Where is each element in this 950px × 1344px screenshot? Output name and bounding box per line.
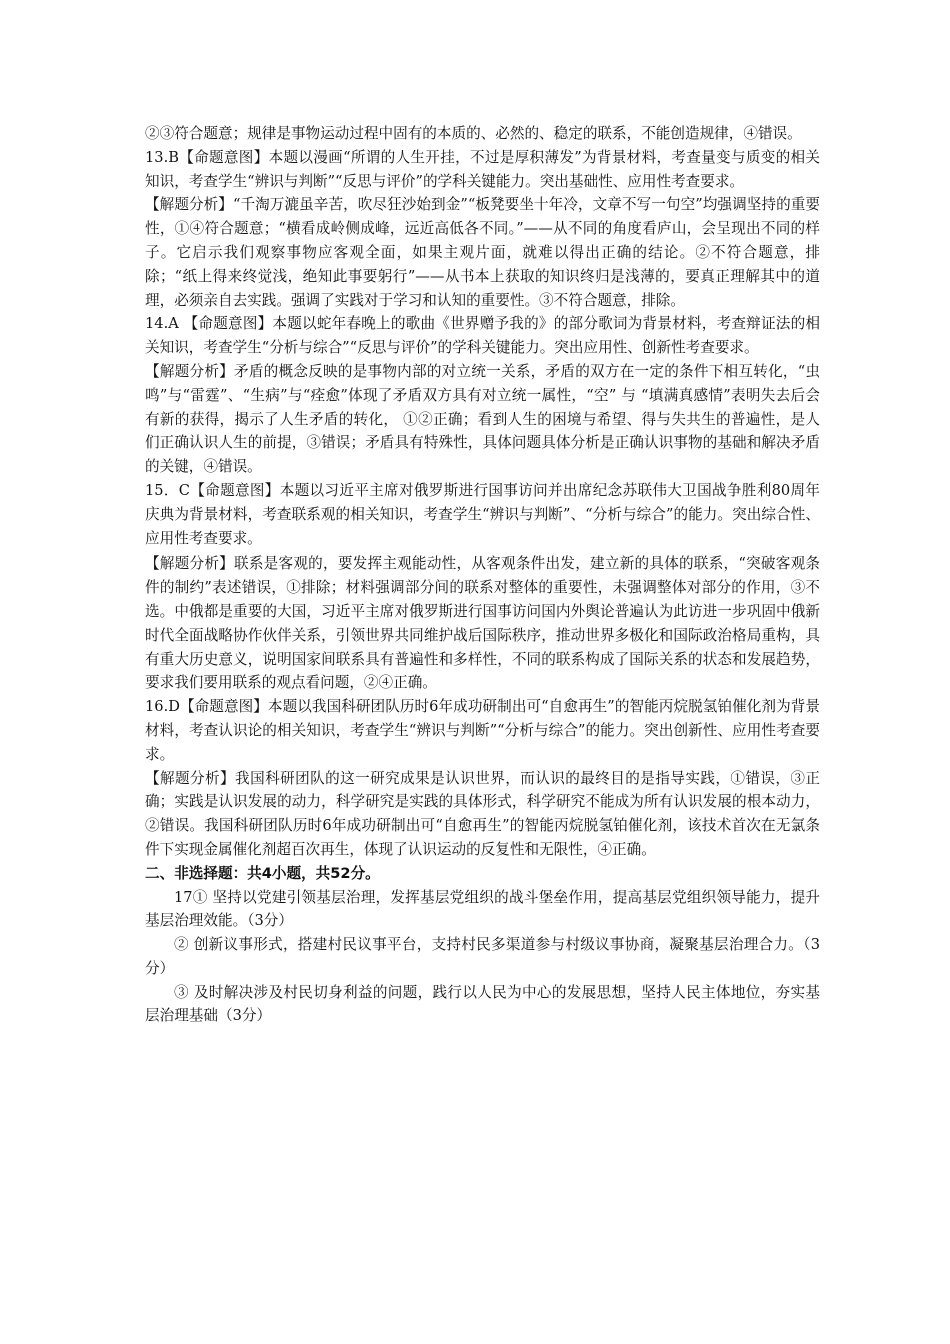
q15-analysis: 【解题分析】联系是客观的，要发挥主观能动性，从客观条件出发，建立新的具体的联系，“突破客观条件的制约”表述错误，①排除；材料强调部分间的联系对整体的重要性，未强调整体对部分的作用，③不选。中俄都是重要的大国，习近平主席对俄罗斯进行国事访问国内外舆论普遍认为此访进一步巩固中俄新时代全面战略协作伙伴关系，引领世界共同维护战后国际秩序，推动世界多极化和国际政治格局重构，具有重大历史意义，说明国家间联系具有普遍性和多样性，不同的联系构成了国际关系的状态和发展趋势，要求我们要用联系的观点看问题，②④正确。 — [145, 555, 820, 692]
q17-answer-2: ② 创新议事形式，搭建村民议事平台，支持村民多渠道参与村级议事协商，凝聚基层治理合力。（3分） — [145, 936, 820, 977]
q13-intent: 13.B【命题意图】本题以漫画“所谓的人生开挂，不过是厚积薄发”为背景材料，考查量变与质变的相关知识，考查学生“辨识与判断”“反思与评价”的学科关键能力。突出基础性、应用性考查要求。 — [145, 148, 820, 190]
q13-analysis: 【解题分析】“千淘万漉虽辛苦，吹尽狂沙始到金”“板凳要坐十年冷，文章不写一句空”均强调坚持的重要性，①④符合题意；“横看成岭侧成峰，远近高低各不同。”——从不同的角度看庐山，会呈现出不同的样子。它启示我们观察事物应客观全面，如果主观片面，就难以得出正确的结论。②不符合题意，排除；“纸上得来终觉浅，绝知此事要躬行”——从书本上获取的知识终归是浅薄的，要真正理解其中的道理，必须亲自去实践。强调了实践对于学习和认知的重要性。③不符合题意，排除。 — [145, 196, 820, 309]
document-page — [145, 122, 820, 1028]
q14-analysis: 【解题分析】矛盾的概念反映的是事物内部的对立统一关系，矛盾的双方在一定的条件下相互转化，“虫鸣”与“雷霆”、“生病”与“痊愈”体现了矛盾双方具有对立统一属性，“空” 与 “填满真感情”表明失去后会有新的获得，揭示了人生矛盾的转化， ①②正确；看到人生的困境与希望、得与失共生的普遍性，是人们正确认识人生的前提，③错误；矛盾具有特殊性，具体问题具体分析是正确认识事物的基础和解决矛盾的关键，④错误。 — [145, 362, 820, 476]
q16-analysis: 【解题分析】我国科研团队的这一研究成果是认识世界，而认识的最终目的是指导实践，①错误，③正确；实践是认识发展的动力，科学研究是实践的具体形式，科学研究不能成为所有认识发展的根本动力，②错误。我国科研团队历时6年成功研制出可“自愈再生”的智能丙烷脱氢铂催化剂，该技术首次在无氯条件下实现金属催化剂超百次再生，体现了认识运动的反复性和无限性，④正确。 — [145, 769, 820, 858]
q17-answer-1: 17① 坚持以党建引领基层治理，发挥基层党组织的战斗堡垒作用，提高基层党组织领导能力，提升基层治理效能。（3分） — [145, 888, 820, 930]
q16-intent: 16.D【命题意图】本题以我国科研团队历时6年成功研制出可“自愈再生”的智能丙烷脱氢铂催化剂为背景材料，考查认识论的相关知识，考查学生“辨识与判断”“分析与综合”的能力。突出创新性、应用性考查要求。 — [145, 698, 820, 763]
q15-intent: 15．C【命题意图】本题以习近平主席对俄罗斯进行国事访问并出席纪念苏联伟大卫国战争胜利80周年庆典为背景材料，考查联系观的相关知识，考查学生“辨识与判断”、“分析与综合”的能力。突出综合性、应用性考查要求。 — [145, 481, 820, 547]
q14-intent: 14.A 【命题意图】本题以蛇年春晚上的歌曲《世界赠予我的》的部分歌词为背景材料，考查辩证法的相关知识，考查学生“分析与综合”“反思与评价”的学科关键能力。突出应用性、创新性考查要求。 — [145, 315, 820, 357]
section-title: 二、非选择题：共4小题，共52分。 — [145, 864, 380, 882]
paragraph-12-end: ②③符合题意；规律是事物运动过程中固有的本质的、必然的、稳定的联系，不能创造规律，④错误。 — [145, 125, 802, 142]
q17-answer-3: ③ 及时解决涉及村民切身利益的问题，践行以人民为中心的发展思想，坚持人民主体地位，夯实基层治理基础（3分） — [145, 983, 820, 1025]
